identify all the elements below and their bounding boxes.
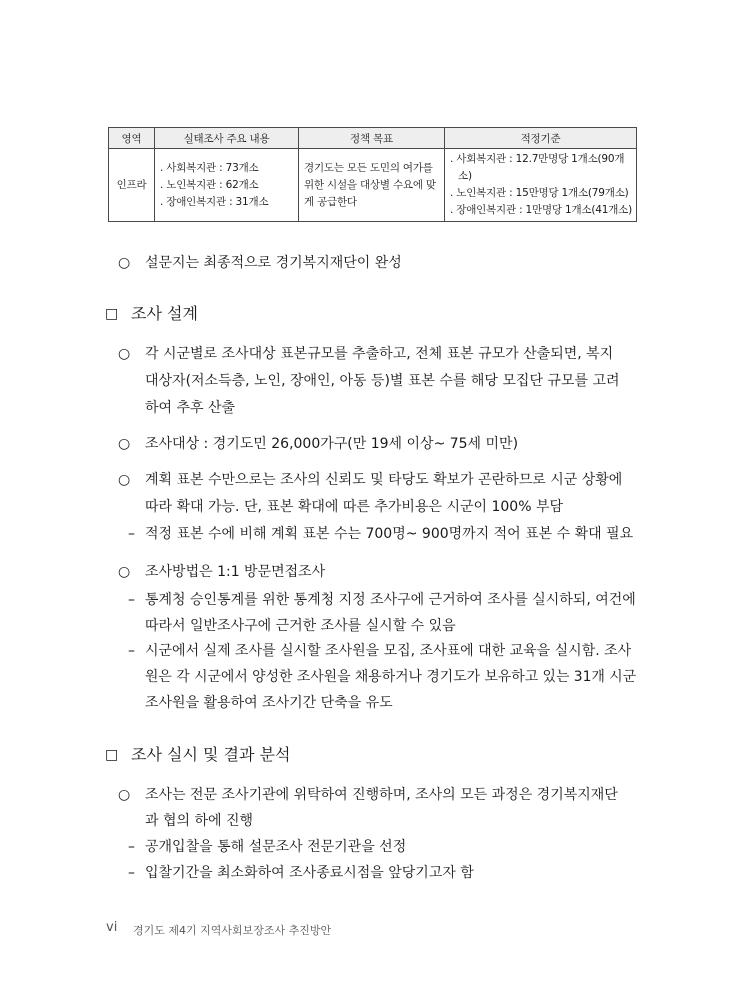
table-header-cell: 영역 xyxy=(109,128,155,149)
policy-line: 게 공급한다 xyxy=(304,195,357,208)
dash-bullet-icon: – xyxy=(128,839,135,855)
paragraph: 통계청 승인통계를 위한 통계청 지정 조사구에 근거하여 조사를 실시하되, 여건에 xyxy=(145,592,636,608)
paragraph: 따라서 일반조사구에 근거한 조사를 실시할 수 있음 xyxy=(145,618,456,634)
table-cell-area: 인프라 xyxy=(109,149,155,222)
paragraph: 조사대상 : 경기도민 26,000가구(만 19세 이상~ 75세 미만) xyxy=(145,436,519,452)
table-header-cell: 적정기준 xyxy=(445,128,637,149)
circle-bullet-icon: ○ xyxy=(118,564,131,580)
paragraph: 설문지는 최종적으로 경기복지재단이 완성 xyxy=(145,255,402,271)
page-number: vi xyxy=(106,920,118,935)
table-cell-policy xyxy=(299,149,445,222)
standard-item: . 사회복지관 : 12.7만명당 1개소(90개 xyxy=(450,153,625,165)
circle-bullet-icon: ○ xyxy=(118,346,131,362)
square-bullet-icon: □ xyxy=(105,306,119,322)
paragraph: 과 협의 하에 진행 xyxy=(145,813,254,829)
survey-item: . 장애인복지관 : 31개소 xyxy=(160,195,269,208)
paragraph: 하여 추후 산출 xyxy=(145,400,236,416)
paragraph: 적정 표본 수에 비해 계획 표본 수는 700명~ 900명까지 적어 표본 수 확대 필요 xyxy=(145,526,634,542)
section-heading: 조사 실시 및 결과 분석 xyxy=(131,745,291,764)
standard-item: . 노인복지관 : 15만명당 1개소(79개소) xyxy=(450,187,629,199)
footer-title: 경기도 제4기 지역사회보장조사 추진방안 xyxy=(133,924,332,937)
circle-bullet-icon: ○ xyxy=(118,787,131,803)
table-header-cell: 실태조사 주요 내용 xyxy=(155,128,299,149)
survey-item: . 사회복지관 : 73개소 xyxy=(160,161,259,174)
table-header-cell: 정책 목표 xyxy=(299,128,445,149)
paragraph: 시군에서 실제 조사를 실시할 조사원을 모집, 조사표에 대한 교육을 실시함. 조사 xyxy=(145,643,632,659)
paragraph: 조사방법은 1:1 방문면접조사 xyxy=(145,564,326,580)
circle-bullet-icon: ○ xyxy=(118,436,131,452)
dash-bullet-icon: – xyxy=(128,643,135,659)
paragraph: 원은 각 시군에서 양성한 조사원을 채용하거나 경기도가 보유하고 있는 31개 시군 xyxy=(145,669,637,685)
section-heading: 조사 설계 xyxy=(131,304,198,323)
paragraph: 공개입찰을 통해 설문조사 전문기관을 선정 xyxy=(145,839,407,855)
policy-summary-table xyxy=(108,127,637,222)
circle-bullet-icon: ○ xyxy=(118,255,131,271)
policy-line: 경기도는 모든 도민의 여가를 xyxy=(304,161,433,174)
survey-item: . 노인복지관 : 62개소 xyxy=(160,178,259,191)
paragraph: 대상자(저소득층, 노인, 장애인, 아동 등)별 표본 수를 해당 모집단 규모를 고려 xyxy=(145,373,620,389)
paragraph: 각 시군별로 조사대상 표본규모를 추출하고, 전체 표본 규모가 산출되면, 복지 xyxy=(145,346,614,362)
dash-bullet-icon: – xyxy=(128,865,135,881)
paragraph: 입찰기간을 최소화하여 조사종료시점을 앞당기고자 함 xyxy=(145,865,474,881)
table-cell-survey xyxy=(155,149,299,222)
paragraph: 계획 표본 수만으로는 조사의 신뢰도 및 타당도 확보가 곤란하므로 시군 상황에 xyxy=(145,472,623,488)
dash-bullet-icon: – xyxy=(128,526,135,542)
standard-item: . 장애인복지관 : 1만명당 1개소(41개소) xyxy=(450,204,632,216)
paragraph: 조사원을 활용하여 조사기간 단축을 유도 xyxy=(145,695,393,711)
standard-item: 소) xyxy=(458,170,472,182)
circle-bullet-icon: ○ xyxy=(118,472,131,488)
square-bullet-icon: □ xyxy=(105,747,119,763)
table-row xyxy=(109,149,637,222)
dash-bullet-icon: – xyxy=(128,592,135,608)
table-header-row xyxy=(109,128,637,149)
policy-line: 위한 시설을 대상별 수요에 맞 xyxy=(304,178,436,191)
table-cell-standard xyxy=(445,149,637,222)
paragraph: 따라 확대 가능. 단, 표본 확대에 따른 추가비용은 시군이 100% 부담 xyxy=(145,499,564,515)
paragraph: 조사는 전문 조사기관에 위탁하여 진행하며, 조사의 모든 과정은 경기복지재단 xyxy=(145,787,618,803)
